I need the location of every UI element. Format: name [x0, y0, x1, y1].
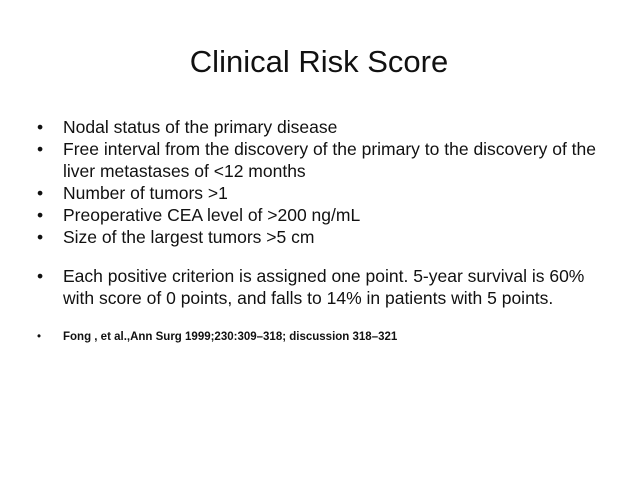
bullet-icon: • — [37, 183, 44, 203]
bullet-item-cea-level — [37, 204, 617, 226]
bullet-text: Preoperative CEA level of >200 ng/mL — [63, 205, 361, 225]
bullet-icon: • — [37, 139, 44, 159]
bullet-list — [37, 116, 617, 345]
bullet-item-number-of-tumors — [37, 182, 617, 204]
bullet-text: Each positive criterion is assigned one point. 5-year survival is 60% with score of 0 points, and falls to 14% in patients with 5 points. — [63, 266, 585, 308]
bullet-item-tumor-size — [37, 226, 617, 248]
bullet-item-scoring-summary — [37, 265, 617, 309]
bullet-icon: • — [37, 266, 44, 286]
bullet-text: Size of the largest tumors >5 cm — [63, 227, 315, 247]
slide-title: Clinical Risk Score — [189, 44, 449, 79]
bullet-text: Number of tumors >1 — [63, 183, 228, 203]
bullet-text: Nodal status of the primary disease — [63, 117, 338, 137]
bullet-icon: • — [37, 331, 42, 343]
reference-citation — [37, 329, 617, 345]
bullet-item-nodal-status — [37, 116, 617, 138]
bullet-item-free-interval — [37, 138, 617, 182]
bullet-icon: • — [37, 117, 44, 137]
bullet-icon: • — [37, 205, 44, 225]
bullet-text: Free interval from the discovery of the primary to the discovery of the liver metastases of <12 months — [63, 139, 596, 181]
bullet-icon: • — [37, 227, 44, 247]
reference-text: Fong , et al.,Ann Surg 1999;230:309–318; discussion 318–321 — [63, 331, 398, 343]
